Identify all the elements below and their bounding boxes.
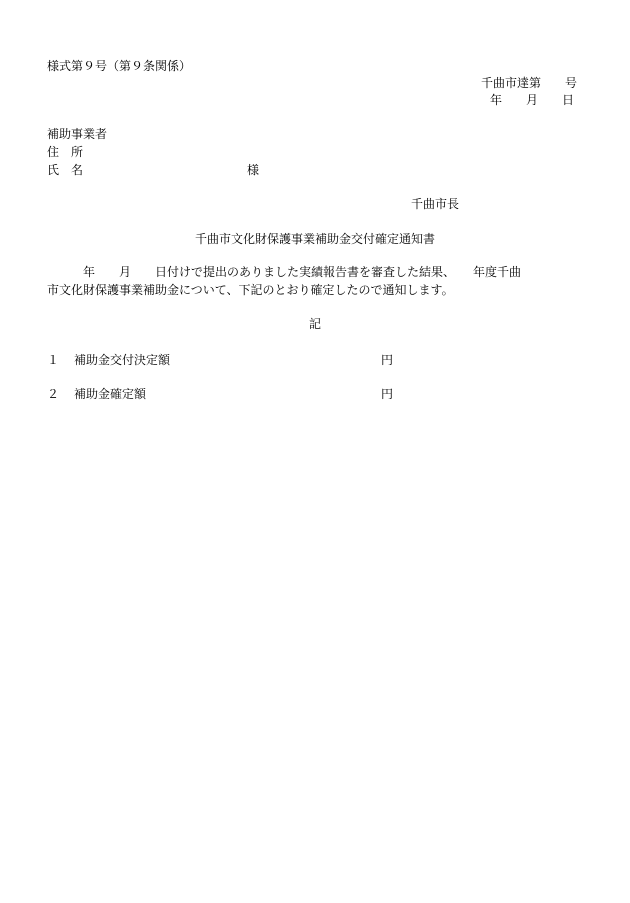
form-number: 様式第９号（第９条関係） (47, 59, 192, 73)
item-1-unit: 円 (381, 353, 394, 367)
item-1-number: １ (47, 353, 60, 367)
address-label: 住 所 (47, 145, 84, 159)
document-title: 千曲市文化財保護事業補助金交付確定通知書 (194, 232, 435, 246)
ki-heading: 記 (308, 317, 321, 331)
sender-name: 千曲市長 (411, 197, 460, 211)
recipient-label: 補助事業者 (47, 127, 108, 141)
document-number: 千曲市達第 号 (481, 76, 578, 90)
item-2-label: 補助金確定額 (74, 387, 147, 401)
item-2-unit: 円 (381, 387, 394, 401)
body-line-2: 市文化財保護事業補助金について、下記のとおり確定したので通知します。 (47, 283, 454, 297)
item-2-number: ２ (47, 387, 60, 401)
issue-date: 年 月 日 (490, 93, 575, 107)
body-line-1: 年 月 日付けで提出のありました実績報告書を審査した結果、 年度千曲 (47, 265, 522, 279)
name-label: 氏 名 (47, 163, 84, 177)
item-1-label: 補助金交付決定額 (74, 353, 171, 367)
honorific: 様 (247, 163, 260, 177)
